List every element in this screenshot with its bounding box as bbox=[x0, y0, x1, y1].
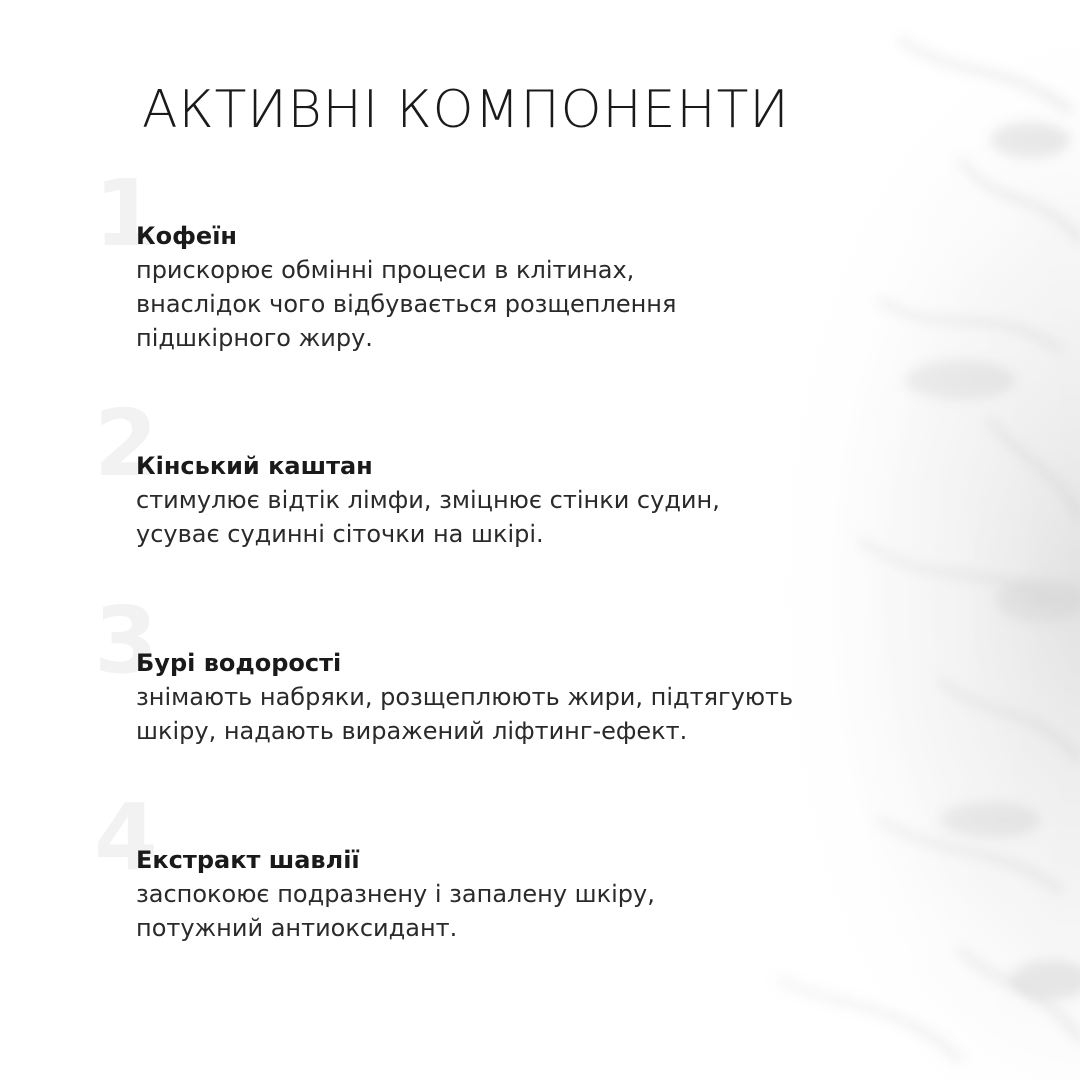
ingredient-name: Бурі водорості bbox=[136, 649, 342, 677]
description-line: потужний антиоксидант. bbox=[136, 914, 458, 942]
ingredient-number-watermark: 3 bbox=[94, 587, 159, 694]
ingredient-name: Кінський каштан bbox=[136, 452, 373, 480]
ingredient-description bbox=[136, 680, 936, 748]
ingredient-name: Екстракт шавлії bbox=[136, 846, 360, 874]
description-line: підшкірного жиру. bbox=[136, 324, 373, 352]
ingredient-item-brown-algae bbox=[94, 587, 936, 748]
page-title: АКТИВНІ КОМПОНЕНТИ bbox=[142, 80, 790, 140]
ingredient-description bbox=[136, 877, 936, 945]
ingredient-number-watermark: 4 bbox=[94, 784, 159, 891]
ingredient-name: Кофеїн bbox=[136, 222, 238, 250]
ingredient-description bbox=[136, 253, 936, 355]
ingredient-item-sage-extract bbox=[94, 784, 936, 945]
ingredient-number-watermark: 2 bbox=[94, 390, 159, 497]
ingredient-description bbox=[136, 483, 936, 551]
description-line: усуває судинні сіточки на шкірі. bbox=[136, 520, 544, 548]
ingredient-number-watermark: 1 bbox=[94, 160, 159, 267]
description-line: прискорює обмінні процеси в клітинах, bbox=[136, 256, 635, 284]
description-line: заспокоює подразнену і запалену шкіру, bbox=[136, 880, 655, 908]
description-line: внаслідок чого відбувається розщеплення bbox=[136, 290, 677, 318]
description-line: шкіру, надають виражений ліфтинг-ефект. bbox=[136, 717, 688, 745]
description-line: знімають набряки, розщеплюють жири, підтягують bbox=[136, 683, 794, 711]
ingredient-item-horse-chestnut bbox=[94, 390, 936, 551]
ingredient-item-caffeine bbox=[94, 160, 936, 355]
description-line: стимулює відтік лімфи, зміцнює стінки судин, bbox=[136, 486, 720, 514]
